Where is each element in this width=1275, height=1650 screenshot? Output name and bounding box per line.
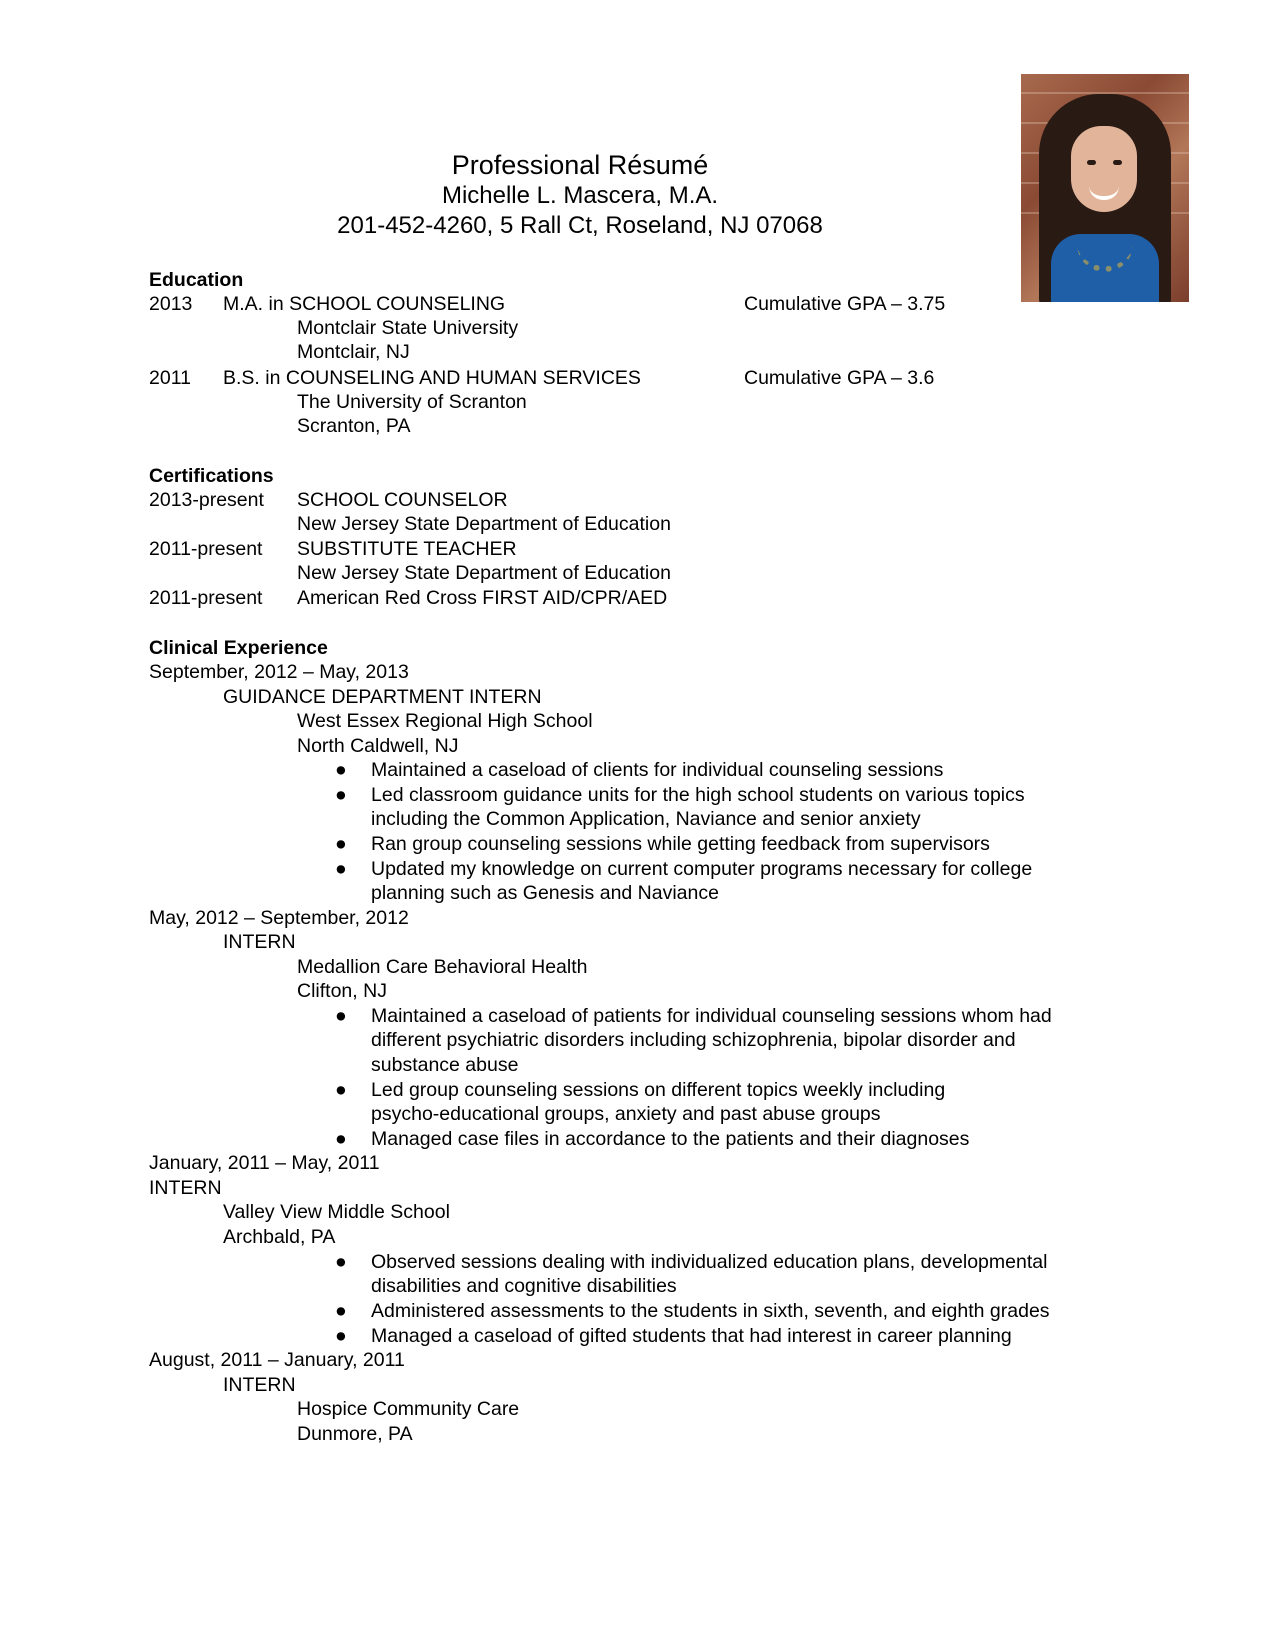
bullet-text: Managed a caseload of gifted students that had interest in career planning — [371, 1325, 1012, 1347]
bullet-dot: ● — [335, 858, 347, 880]
job-organization: Medallion Care Behavioral Health — [297, 956, 588, 978]
bullet-text: Ran group counseling sessions while getting feedback from supervisors — [371, 833, 990, 855]
bullet-dot: ● — [335, 1079, 347, 1101]
bullet-text: substance abuse — [371, 1054, 519, 1076]
bullet-text: Led classroom guidance units for the high school students on various topics — [371, 784, 1025, 806]
certification-dates: 2013-present — [149, 489, 264, 511]
job-role: GUIDANCE DEPARTMENT INTERN — [223, 686, 542, 708]
bullet-dot: ● — [335, 1128, 347, 1150]
bullet-text: Managed case files in accordance to the patients and their diagnoses — [371, 1128, 970, 1150]
bullet-text: Updated my knowledge on current computer programs necessary for college — [371, 858, 1033, 880]
bullet-dot: ● — [335, 833, 347, 855]
bullet-text: Observed sessions dealing with individualized education plans, developmental — [371, 1251, 1048, 1273]
job-role: INTERN — [223, 931, 296, 953]
job-dates: May, 2012 – September, 2012 — [149, 907, 409, 929]
bullet-dot: ● — [335, 1325, 347, 1347]
job-dates: January, 2011 – May, 2011 — [149, 1152, 380, 1174]
education-degree: M.A. in SCHOOL COUNSELING — [223, 293, 506, 315]
education-degree: B.S. in COUNSELING AND HUMAN SERVICES — [223, 367, 641, 389]
education-gpa: Cumulative GPA – 3.75 — [744, 293, 946, 315]
experience-heading: Clinical Experience — [149, 637, 328, 659]
job-location: Archbald, PA — [223, 1226, 336, 1248]
job-location: Clifton, NJ — [297, 980, 387, 1002]
bullet-text: different psychiatric disorders including schizophrenia, bipolar disorder and — [371, 1029, 1016, 1051]
education-school: Montclair State University — [297, 317, 519, 339]
bullet-dot: ● — [335, 1005, 347, 1027]
job-organization: West Essex Regional High School — [297, 710, 593, 732]
education-location: Montclair, NJ — [297, 341, 410, 363]
bullet-dot: ● — [335, 1251, 347, 1273]
job-organization: Hospice Community Care — [297, 1398, 520, 1420]
job-role: INTERN — [149, 1177, 222, 1199]
job-location: North Caldwell, NJ — [297, 735, 459, 757]
certification-title: SUBSTITUTE TEACHER — [297, 538, 517, 560]
certification-issuer: New Jersey State Department of Education — [297, 513, 671, 535]
education-year: 2013 — [149, 293, 193, 315]
education-location: Scranton, PA — [297, 415, 411, 437]
bullet-dot: ● — [335, 784, 347, 806]
education-year: 2011 — [149, 367, 191, 389]
bullet-text: Administered assessments to the students in sixth, seventh, and eighth grades — [371, 1300, 1050, 1322]
bullet-text: Maintained a caseload of patients for individual counseling sessions whom had — [371, 1005, 1052, 1027]
job-dates: August, 2011 – January, 2011 — [149, 1349, 405, 1371]
certifications-heading: Certifications — [149, 465, 274, 487]
education-gpa: Cumulative GPA – 3.6 — [744, 367, 935, 389]
job-dates: September, 2012 – May, 2013 — [149, 661, 409, 683]
job-location: Dunmore, PA — [297, 1423, 413, 1445]
job-role: INTERN — [223, 1374, 296, 1396]
certification-dates: 2011-present — [149, 538, 263, 560]
resume-title: Professional Résumé — [451, 150, 709, 180]
certification-title: SCHOOL COUNSELOR — [297, 489, 508, 511]
contact-line: 201-452-4260, 5 Rall Ct, Roseland, NJ 07068 — [337, 212, 823, 239]
bullet-dot: ● — [335, 1300, 347, 1322]
education-heading: Education — [149, 269, 244, 291]
certification-title: American Red Cross FIRST AID/CPR/AED — [297, 587, 668, 609]
person-name: Michelle L. Mascera, M.A. — [441, 182, 719, 209]
certification-issuer: New Jersey State Department of Education — [297, 562, 671, 584]
bullet-text: Led group counseling sessions on different topics weekly including — [371, 1079, 946, 1101]
bullet-text: including the Common Application, Naviance and senior anxiety — [371, 808, 921, 830]
bullet-text: disabilities and cognitive disabilities — [371, 1275, 677, 1297]
education-school: The University of Scranton — [297, 391, 527, 413]
job-organization: Valley View Middle School — [223, 1201, 450, 1223]
certification-dates: 2011-present — [149, 587, 263, 609]
bullet-text: planning such as Genesis and Naviance — [371, 882, 719, 904]
bullet-dot: ● — [335, 759, 347, 781]
bullet-text: Maintained a caseload of clients for individual counseling sessions — [371, 759, 944, 781]
profile-photo — [1021, 74, 1189, 302]
bullet-text: psycho-educational groups, anxiety and past abuse groups — [371, 1103, 881, 1125]
